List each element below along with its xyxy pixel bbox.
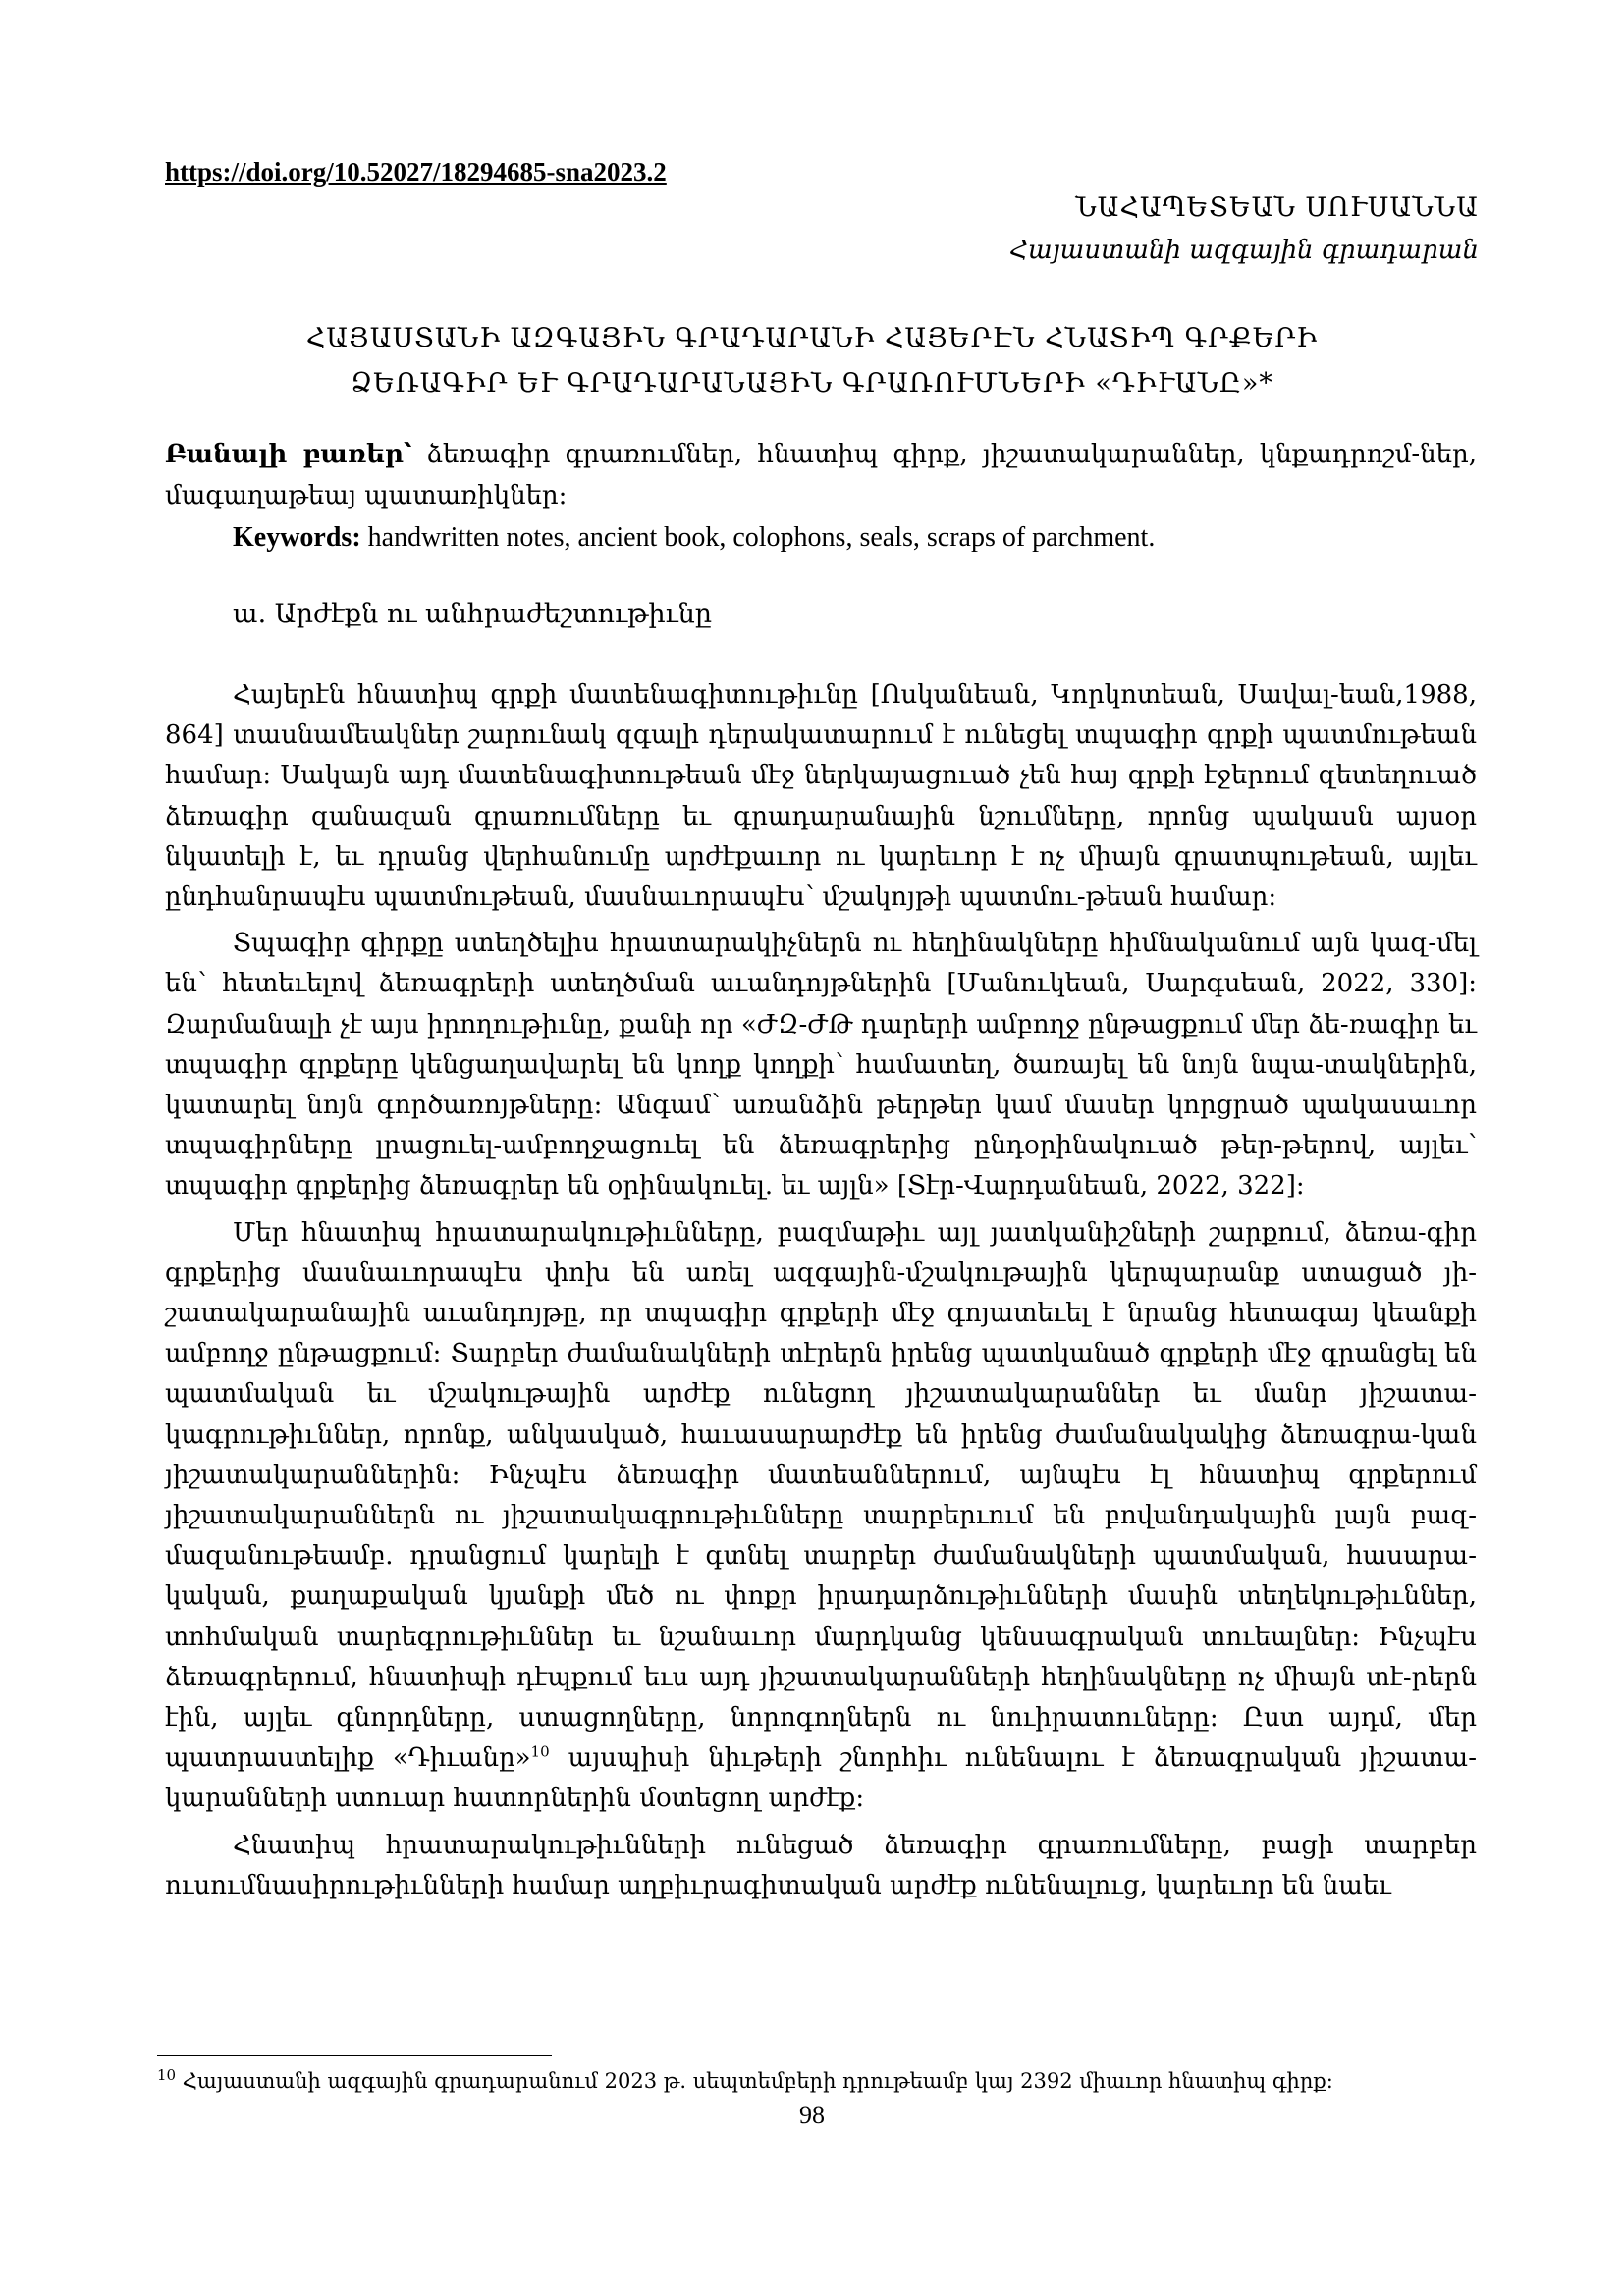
doi-link[interactable]: https://doi.org/10.52027/18294685-sna2023.2 bbox=[165, 157, 667, 187]
body-text bbox=[165, 675, 1477, 1912]
footnote-separator bbox=[157, 2055, 552, 2056]
title-line-1: ՀԱՅԱՍՏԱՆԻ ԱԶԳԱՅԻՆ ԳՐԱԴԱՐԱՆԻ ՀԱՅԵՐԷՆ ՀՆԱՏԻՊ ԳՐՔԵՐԻ bbox=[305, 323, 1319, 353]
keywords-english bbox=[233, 522, 1155, 554]
section-heading: ա. Արժէքն ու անհրաժեշտութիւնը bbox=[233, 599, 712, 629]
paragraph-1: Հայերէն հնատիպ գրքի մատենագիտութիւնը [Ոսկանեան, Կորկոտեան, Սավալ-եան,1988, 864] տասնամեակներ շարունակ զգալի դերակատարում է ունեցել տպագիր գրքի պատմութեան համար: Սակայն այդ մատենագիտութեան մէջ ներկայացուած չեն հայ գրքի էջերում զետեղուած ձեռագիր զանազան գրառումները եւ գրադարանային նշումները, որոնց պակասն այսօր նկատելի է, եւ դրանց վերհանումը արժէքաւոր ու կարեւոր է ոչ միայն գրատպութեան, այլեւ ընդհանրապէս պատմութեան, մասնաւորապէս՝ մշակոյթի պատմու-թեան համար: bbox=[165, 680, 1477, 913]
footnote-10 bbox=[157, 2066, 1333, 2093]
article-title bbox=[147, 316, 1477, 406]
paragraph-3-text-a: Մեր հնատիպ հրատարակութիւնները, բազմաթիւ այլ յատկանիշների շարքում, ձեռա-գիր գրքերից մասնաւորապէս փոխ են առել ազգային-մշակութային կերպարանք ստացած յի-շատակարանային աւանդոյթը, որ տպագիր գրքերի մէջ գոյատեւել է նրանց հետագայ կեանքի ամբողջ ընթացքում: Տարբեր ժամանակների տէրերն իրենց պատկանած գրքերի մէջ գրանցել են պատմական եւ մշակութային արժէք ունեցող յիշատակարաններ եւ մանր յիշատա-կագրութիւններ, որոնք, անկասկած, հաւասարարժէք են իրենց ժամանակակից ձեռագրա-կան յիշատակարաններին: Ինչպէս ձեռագիր մատեաններում, այնպէս էլ հնատիպ գրքերում յիշատակարաններն ու յիշատակագրութիւնները տարբերւում են բովանդակային լայն բազ-մազանութեամբ. դրանցում կարելի է գտնել տարբեր ժամանակների պատմական, հասարա-կական, քաղաքական կյանքի մեծ ու փոքր իրադարձութիւնների մասին տեղեկութիւններ, տոհմական տարեգրութիւններ եւ նշանաւոր մարդկանց կենսագրական տուեալներ: Ինչպէս ձեռագրերում, հնատիպի դէպքում եւս այդ յիշատակարանների հեղինակները ոչ միայն տէ-րերն էին, այլեւ գնորդները, ստացողները, նորոգողներն ու նուիրատուները: Ըստ այդմ, մեր պատրաստելիք «Դիւանը» bbox=[165, 1217, 1477, 1774]
keywords-armenian-text: ձեռագիր գրառումներ, հնատիպ գիրք, յիշատակարաններ, կնքադրոշմ-ներ, մագաղաթեայ պատառիկներ: bbox=[165, 440, 1478, 510]
author-name: ՆԱՀԱՊԵՏԵԱՆ ՍՈՒՍԱՆՆԱ bbox=[1075, 192, 1479, 223]
author-affiliation: Հայաստանի ազգային գրադարան bbox=[1009, 236, 1479, 265]
paragraph-4: Հնատիպ հրատարակութիւնների ունեցած ձեռագիր գրառումները, բացի տարբեր ուսումնասիրութիւնների համար աղբիւրագիտական արժէք ունենալուց, կարեւոր են նաեւ bbox=[165, 1830, 1477, 1900]
keywords-english-label: Keywords: bbox=[233, 522, 361, 553]
page-number: 98 bbox=[799, 2101, 825, 2129]
footnote-text: Հայաստանի ազգային գրադարանում 2023 թ. սեպտեմբերի դրութեամբ կայ 2392 միաւոր հնատիպ գիրք: bbox=[176, 2069, 1333, 2093]
paragraph-2: Տպագիր գիրքը ստեղծելիս հրատարակիչներն ու հեղինակները հիմնականում այն կազ-մել են՝ հետեւելով ձեռագրերի ստեղծման աւանդոյթներին [Մանուկեան, Սարգսեան, 2022, 330]: Զարմանալի չէ այս իրողութիւնը, քանի որ «ԺԶ-ԺԹ դարերի ամբողջ ընթացքում մեր ձե-ռագիր եւ տպագիր գրքերը կենցաղավարել են կողք կողքի՝ համատեղ, ծառայել են նոյն նպա-տակներին, կատարել նոյն գործառոյթները: Անգամ՝ առանձին թերթեր կամ մասեր կորցրած պակասաւոր տպագիրները լրացուել-ամբողջացուել են ձեռագրերից ընդօրինակուած թեր-թերով, այլեւ՝ տպագիր գրքերից ձեռագրեր են օրինակուել. եւ այլն» [Տէր-Վարդանեան, 2022, 322]: bbox=[165, 929, 1477, 1201]
footnote-number: 10 bbox=[157, 2066, 177, 2084]
keywords-english-text: handwritten notes, ancient book, colophons, seals, scraps of parchment. bbox=[360, 522, 1156, 553]
footnote-ref-10[interactable]: 10 bbox=[530, 1742, 550, 1761]
paragraph-3 bbox=[165, 1213, 1477, 1820]
title-line-2: ՁԵՌԱԳԻՐ ԵՒ ԳՐԱԴԱՐԱՆԱՅԻՆ ԳՐԱՌՈՒՄՆԵՐԻ «ԴԻՒԱՆԸ»* bbox=[351, 368, 1273, 399]
keywords-armenian bbox=[165, 434, 1477, 516]
paragraph-3-text-b: այսպիսի նիւթերի շնորհիւ ունենալու է ձեռագրական յիշատա-կարանների ստուար հատորներին մօտեցող արժէք: bbox=[165, 1743, 1478, 1814]
keywords-armenian-label: Բանալի բառեր՝ bbox=[165, 440, 412, 469]
